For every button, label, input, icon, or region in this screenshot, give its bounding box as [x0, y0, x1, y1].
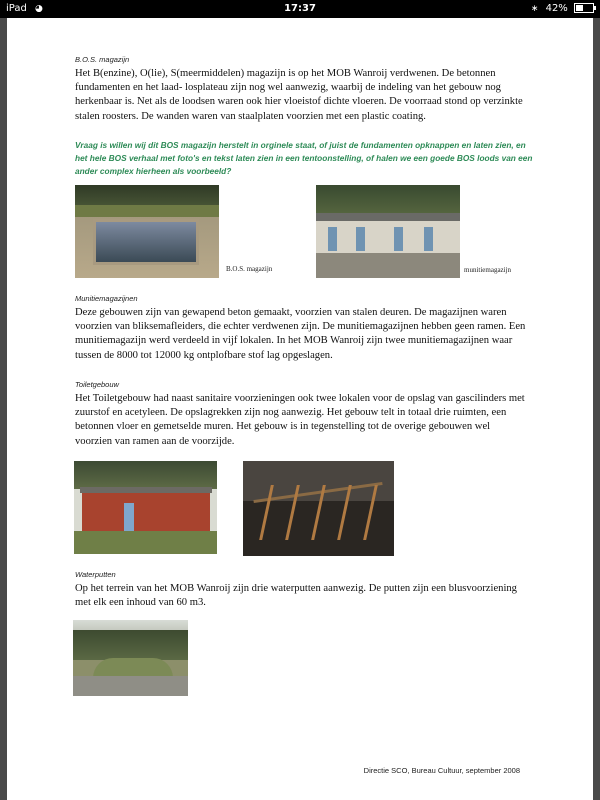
status-time: 17:37 [284, 3, 316, 14]
document-page[interactable] [7, 18, 593, 800]
section-heading-munitie: Munitiemagazijnen [75, 294, 138, 303]
status-bar [0, 0, 600, 18]
photo-opslagrekken [243, 461, 394, 556]
photo-waterput [73, 620, 188, 696]
section-body-munitie: Deze gebouwen zijn van gewapend beton gemaakt, voorzien van stalen deuren. De magazijnen waren voorzien van bliksemafleiders, die echter verdwenen zijn. De munitiemagazijnen hebben geen ramen. Een munitiemagazijn werd verdeeld in vijf lokalen. In het MOB Wanroij zijn twee munitiemagazijnen waar tussen de 8000 tot 12000 kg ontplofbare stof lag opgeslagen. [75, 307, 526, 361]
wifi-icon: ◕ [35, 4, 43, 14]
caption-munitiemagazijn: munitiemagazijn [464, 266, 512, 274]
section-body-toilet: Het Toiletgebouw had naast sanitaire voorzieningen ook twee lokalen voor de opslag van gascilinders met zuurstof en acetyleen. De opslagrekken zijn nog aanwezig. Het gebouw telt in totaal drie ruimten, een betonnen vloer en gemetselde muren. Het gebouw is in tegenstelling tot de overige gebouwen wel voorzien van ramen aan de voorzijde. [75, 393, 525, 447]
caption-bos-magazijn: B.O.S. magazijn [226, 265, 273, 273]
question-text: Vraag is willen wij dit BOS magazijn herstelt in orginele staat, of juist de fundamenten opknappen en laten zien, en het hele BOS verhaal met foto's en tekst laten zien in een tentoonstelling, of halen we een goede BOS loods van een ander complex hierheen als voorbeeld? [75, 140, 533, 176]
battery-fill [576, 5, 583, 11]
photo-munitiemagazijn [316, 185, 460, 278]
battery-percent: 42% [545, 3, 568, 14]
photo-toiletgebouw [74, 461, 217, 554]
section-heading-waterputten: Waterputten [75, 570, 116, 579]
bluetooth-icon: ∗ [530, 4, 539, 14]
section-body-waterputten: Op het terrein van het MOB Wanroij zijn drie waterputten aanwezig. De putten zijn een blusvoorziening met elk een inhoud van 60 m3. [75, 583, 517, 609]
device-name: iPad [6, 3, 27, 14]
section-heading-toilet: Toiletgebouw [75, 380, 119, 389]
page-footer: Directie SCO, Bureau Cultuur, september 2008 [363, 766, 520, 775]
section-body-bos: Het B(enzine), O(lie), S(meermiddelen) magazijn is op het MOB Wanroij verdwenen. De betonnen fundamenten en het laad- losplateau zijn nog wel aanwezig, waarbij de indeling van het gebouw nog herkenbaar is. Net als de loodsen waren ook hier vloeistof dichte vloeren. De voorraad stond op verzinkte stalen roosters. De wanden waren van staalplaten voorzien met een plastic coating. [75, 68, 523, 122]
section-heading-bos: B.O.S. magazijn [75, 55, 130, 64]
photo-bos-magazijn [75, 185, 219, 278]
battery-icon [574, 3, 594, 13]
status-bar-right [531, 0, 594, 18]
